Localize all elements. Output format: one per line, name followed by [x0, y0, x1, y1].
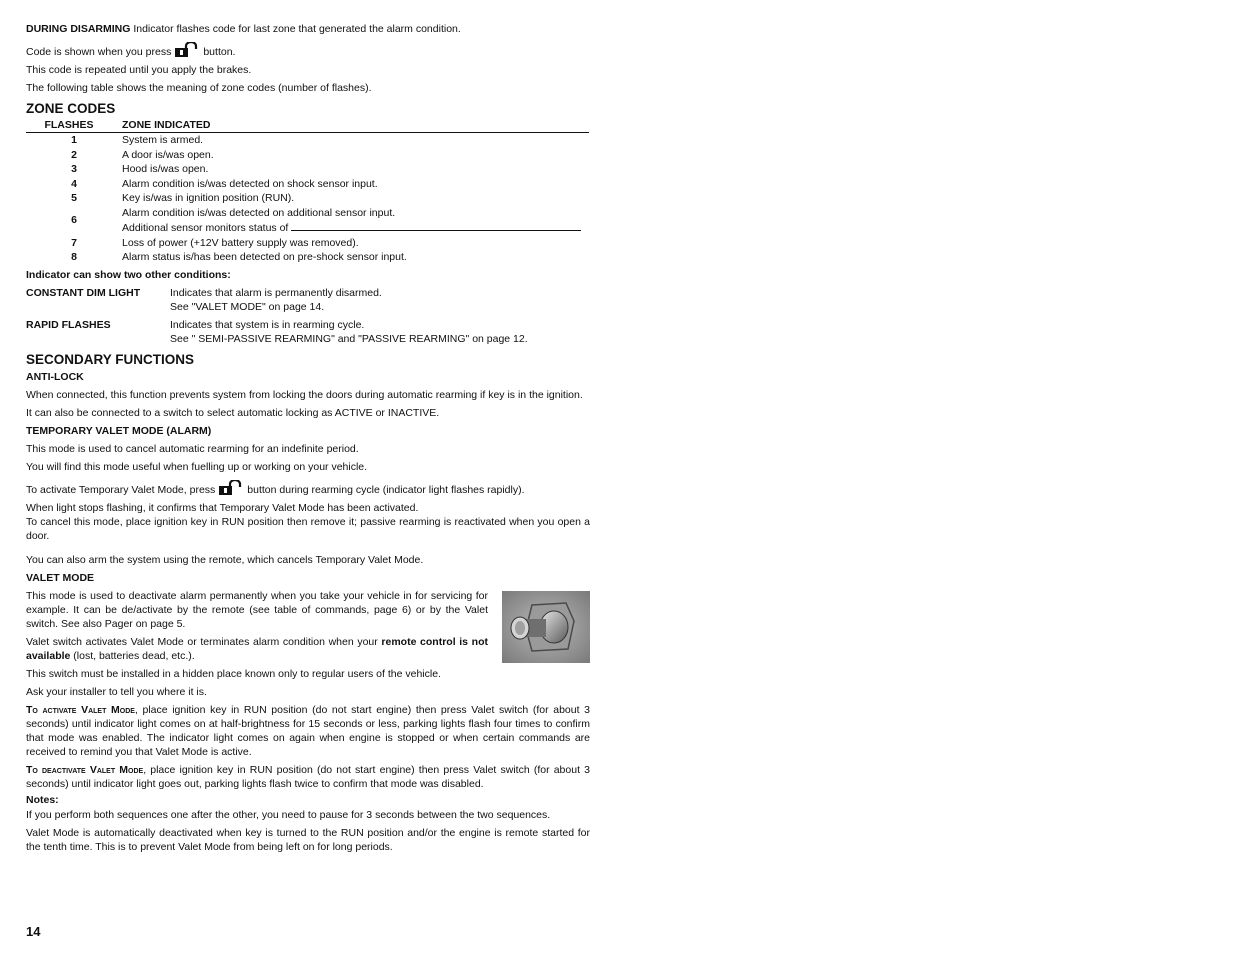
col-flashes-header: FLASHES	[26, 118, 122, 133]
table-row: 5 Key is/was in ignition position (RUN).	[71, 192, 295, 204]
valet-mode-heading: VALET MODE	[26, 571, 95, 584]
unlock-icon	[218, 480, 244, 496]
fill-in-blank	[291, 220, 581, 231]
code-shown-paragraph: Code is shown when you press button.	[26, 42, 590, 59]
table-row: 2 A door is/was open.	[71, 148, 214, 161]
col-zone-header: ZONE INDICATED	[122, 118, 589, 133]
disarming-paragraph: DURING DISARMING Indicator flashes code for last zone that generated the alarm condition.	[26, 23, 461, 35]
antilock-heading: ANTI-LOCK	[26, 370, 84, 383]
unlock-icon	[174, 42, 200, 58]
table-row: 3 Hood is/was open.	[71, 163, 209, 175]
table-row: 4 Alarm condition is/was detected on shock sensor input.	[71, 177, 378, 190]
secondary-functions-heading: SECONDARY FUNCTIONS	[26, 351, 195, 367]
table-row: 1 System is armed.	[71, 134, 204, 146]
zone-codes-heading: ZONE CODES	[26, 101, 116, 116]
table-row: 8 Alarm status is/has been detected on pre-shock sensor input.	[71, 251, 407, 263]
valet-mode-section: This mode is used to deactivate alarm permanently when you take your vehicle in for servicing for example. It can be de/activate by the remote (see table of commands, page 6) or by the Valet switch. See also Pager on page 5. Valet switch activates Valet Mode or terminates alarm condition when your remote control is not available (lost, batteries dead, etc.).	[26, 589, 590, 663]
condition-item: CONSTANT DIM LIGHT Indicates that alarm is permanently disarmed. See "VALET MODE" on page 14.	[26, 286, 382, 313]
table-intro-paragraph: The following table shows the meaning of zone codes (number of flashes).	[26, 82, 372, 94]
zone-codes-table	[26, 118, 589, 265]
page-number: 14	[26, 924, 41, 939]
temp-valet-heading: TEMPORARY VALET MODE (ALARM)	[26, 424, 212, 437]
valet-switch-photo	[502, 591, 590, 663]
manual-page: DURING DISARMING Indicator flashes code for last zone that generated the alarm condition. Code is shown when you press button. This code is repeated until you apply the brakes. The following table shows the meaning of zone codes (number of flashes). ZONE CODES FLASHES ZONE INDICATED 1 System is armed. 2 A door is/was open. 3 Hood is/was open. 4 Alarm condition is/was detected on shock sensor input. 5 Key is/was in ignition position (RUN). 6 Alarm condition is/was detected on additional sensor input. Additional sensor monitors status of 7 Loss of power (+12V battery supply was removed). 8 Alarm status is/has been detected on pre-shock sensor input. Indicator can show two other conditions: CONSTANT DIM LIGHT Indicates that alarm is permanently disarmed. See "VALET MODE" on page 14. RAPID FLASHES Indicates that system is in rearming cycle. See " SEMI-PASSIVE REARMING" and "PASSIVE REARMING" on page 12. SECONDARY FUNCTIONS ANTI-LOCK When connected, this function prevents system from locking the doors during automatic rearming if key is in the ignition. It can also be connected to a switch to select automatic locking as ACTIVE or INACTIVE. TEMPORARY VALET MODE (ALARM) This mode is used to cancel automatic rearming for an indefinite period. You will find this mode useful when fuelling up or working on your vehicle. To activate Temporary Valet Mode, press button during rearming cycle (indicator light flashes rapidly). When light stops flashing, it confirms that Temporary Valet Mode has been activated. To cancel this mode, place ignition key in RUN position then remove it; passive rearming is reactivated when you open a door. You can also arm the system using the remote, which cancels Temporary Valet Mode. VALET MODE This mode is used to deactivate alarm permanently when you take your vehicle in for servicing for example. It can be de/activate by the remote (see table of commands, page 6) or by the Valet switch. See also Pager on page 5. Valet switch activates Valet Mode or terminates alarm condition when your remote control is not available (lost, batteries dead, etc.). This switch must be installed in a hidden place known only to regular users of the vehicle. Ask your installer to tell you where it is. To activate Valet Mode, place ignition key in RUN position (do not start engine) then press Valet switch (for about 3 seconds) until indicator light comes on at half-brightness for 15 seconds or less, parking lights flash four times to confirm that mode was enabled. The indicator light comes on again when engine is stopped or when certain commands are received to remind you that Valet Mode is active. To deactivate Valet Mode, place ignition key in RUN position (do not start engine) then press Valet switch (for about 3 seconds) until indicator light goes out, parking lights flash twice to confirm that mode was disabled. Notes: If you perform both sequences one after the other, you need to pause for 3 seconds between the two sequences. Valet Mode is automatically deactivated when key is turned to the RUN position and/or the engine is remote started for the tenth time. This is to prevent Valet Mode from being left on for long periods.	[26, 23, 590, 853]
notes-heading: Notes:	[26, 793, 59, 806]
conditions-heading: Indicator can show two other conditions:	[26, 268, 231, 281]
table-row: 7 Loss of power (+12V battery supply was removed).	[71, 236, 359, 249]
condition-item: RAPID FLASHES Indicates that system is in rearming cycle. See " SEMI-PASSIVE REARMING" and "PASSIVE REARMING" on page 12.	[26, 318, 528, 345]
table-row: 6 Alarm condition is/was detected on additional sensor input. Additional sensor monitors status of	[26, 206, 589, 236]
repeated-paragraph: This code is repeated until you apply the brakes.	[26, 64, 252, 76]
